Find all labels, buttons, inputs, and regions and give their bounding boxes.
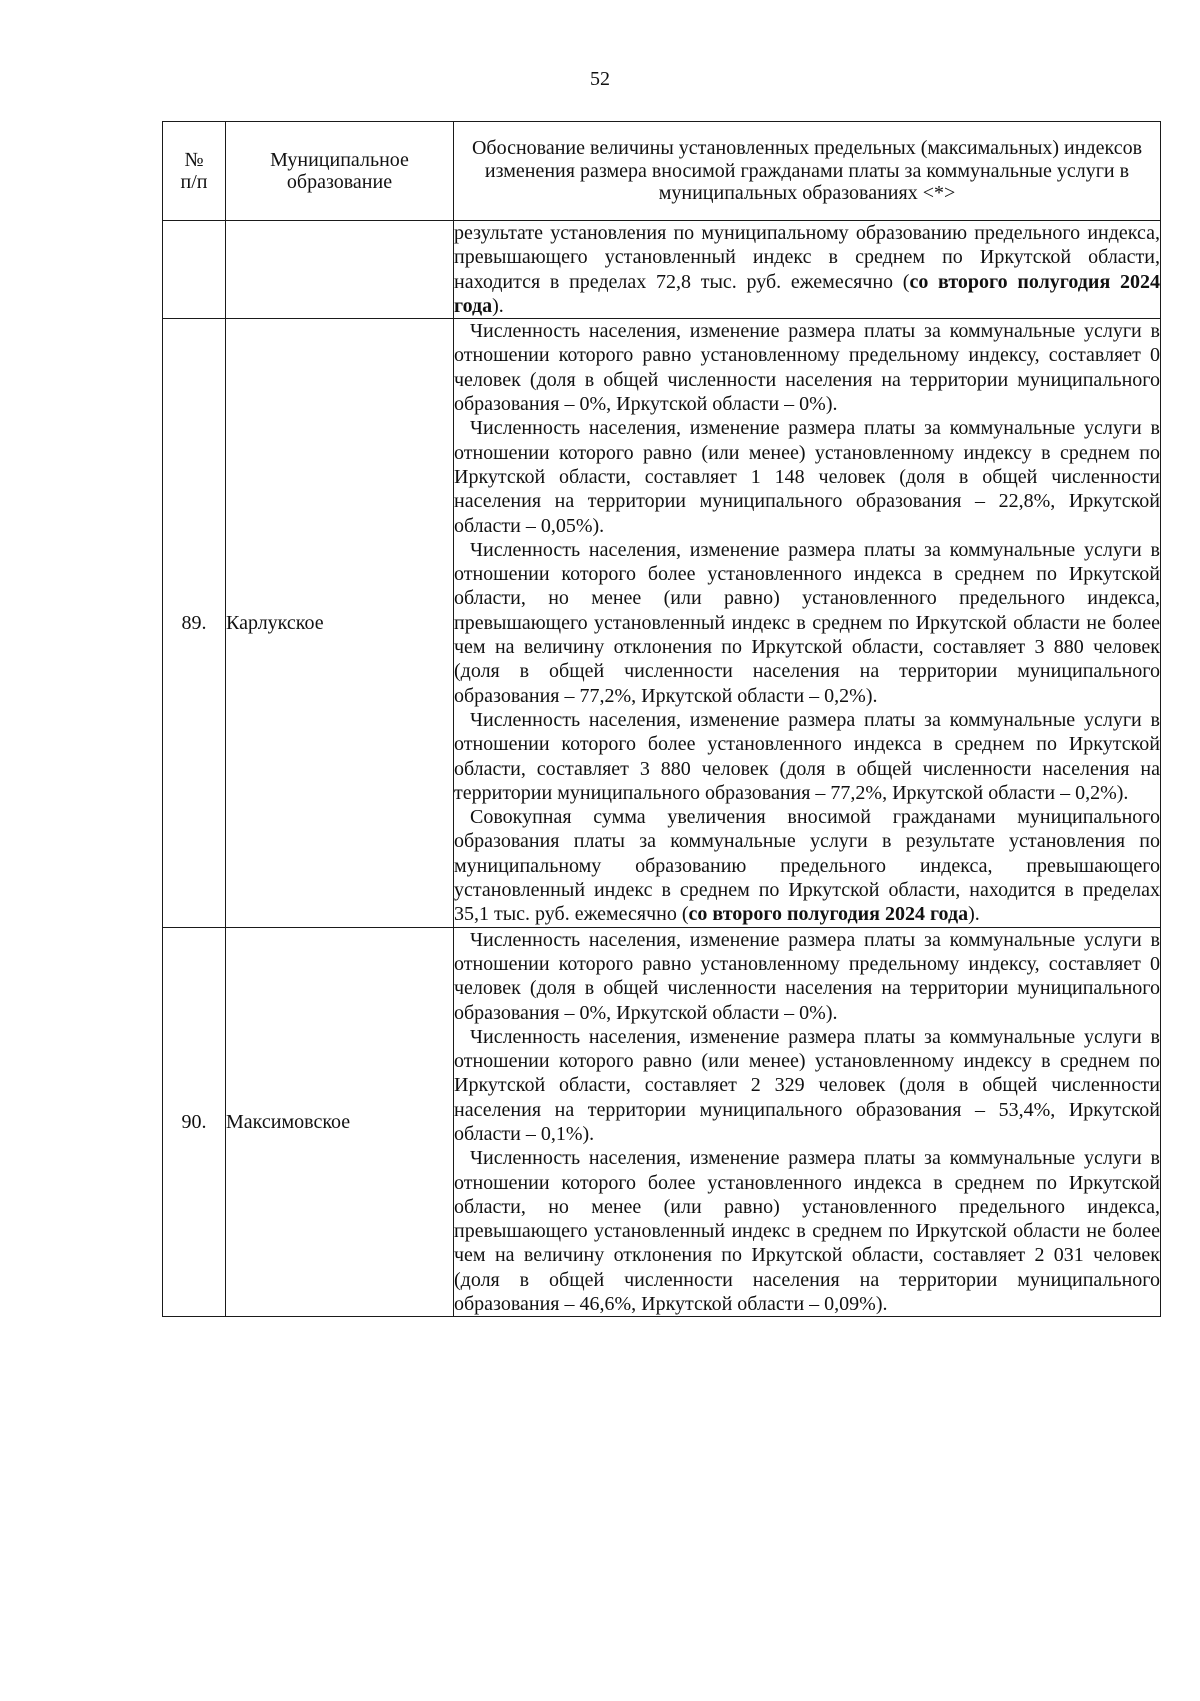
paragraph-text: результате установления по муниципальному образованию предельного индекса, превышающего установленный индекс в среднем по Иркутской области, находится в пределах 72,8 тыс. руб. ежемесячно ( — [454, 222, 1160, 293]
header-number — [163, 122, 226, 221]
row-municipality: Карлукское — [226, 319, 454, 927]
table-header-row — [163, 122, 1161, 221]
row-number: 90. — [163, 927, 226, 1317]
row-justification — [454, 927, 1161, 1317]
header-municipality-line1: Муниципальное — [270, 148, 409, 171]
header-municipality — [226, 122, 454, 221]
paragraph: Численность населения, изменение размера платы за коммунальные услуги в отношении которого более установленного индекса в среднем по Иркутской области, составляет 3 880 человек (доля в общей численности населения на территории муниципального образования – 77,2%, Иркутской области – 0,2%). — [454, 708, 1160, 804]
paragraph: Численность населения, изменение размера платы за коммунальные услуги в отношении которого более установленного индекса в среднем по Иркутской области, но менее (или равно) установленного предельного индекса, превышающего установленный индекс в среднем по Иркутской области не более чем на величину отклонения по Иркутской области, составляет 2 031 человек (доля в общей численности населения на территории муниципального образования – 46,6%, Иркутской области – 0,09%). — [454, 1147, 1160, 1316]
paragraph-text: Совокупная сумма увеличения вносимой гражданами муниципального образования платы за коммунальные услуги в результате установления по муниципальному образованию предельного индекса, превышающего установленный индекс в среднем по Иркутской области, находится в пределах 35,1 тыс. руб. ежемесячно ( — [454, 806, 1160, 926]
row-number — [163, 221, 226, 319]
table-row — [163, 221, 1161, 319]
row-municipality: Максимовское — [226, 927, 454, 1317]
table-row — [163, 927, 1161, 1317]
row-justification — [454, 319, 1161, 927]
justification-table — [162, 121, 1161, 1317]
row-number: 89. — [163, 319, 226, 927]
paragraph: Численность населения, изменение размера платы за коммунальные услуги в отношении которого более установленного индекса в среднем по Иркутской области, но менее (или равно) установленного предельного индекса, превышающего установленный индекс в среднем по Иркутской области не более чем на величину отклонения по Иркутской области, составляет 3 880 человек (доля в общей численности населения на территории муниципального образования – 77,2%, Иркутской области – 0,2%). — [454, 538, 1160, 707]
paragraph-bold-period: со второго полугодия 2024 года — [688, 903, 969, 926]
page-number: 52 — [590, 68, 610, 90]
paragraph: Численность населения, изменение размера платы за коммунальные услуги в отношении которого равно установленному предельному индексу, составляет 0 человек (доля в общей численности населения на территории муниципального образования – 0%, Иркутской области – 0%). — [454, 928, 1160, 1024]
header-number-line1: № — [184, 148, 204, 171]
paragraph-tail: ). — [968, 903, 980, 926]
header-justification: Обоснование величины установленных предельных (максимальных) индексов изменения размера вносимой гражданами платы за коммунальные услуги в муниципальных образованиях <*> — [454, 122, 1161, 221]
header-number-line2: п/п — [180, 171, 208, 193]
row-justification — [454, 221, 1161, 319]
row-municipality — [226, 221, 454, 319]
paragraph: Численность населения, изменение размера платы за коммунальные услуги в отношении которого равно установленному предельному индексу, составляет 0 человек (доля в общей численности населения на территории муниципального образования – 0%, Иркутской области – 0%). — [454, 320, 1160, 416]
header-municipality-line2: образование — [286, 171, 393, 193]
paragraph: Численность населения, изменение размера платы за коммунальные услуги в отношении которого равно (или менее) установленному индексу в среднем по Иркутской области, составляет 2 329 человек (доля в общей численности населения на территории муниципального образования – 53,4%, Иркутской области – 0,1%). — [454, 1025, 1160, 1145]
paragraph — [454, 221, 1160, 318]
paragraph — [454, 805, 1160, 926]
paragraph: Численность населения, изменение размера платы за коммунальные услуги в отношении которого равно (или менее) установленному индексу в среднем по Иркутской области, составляет 1 148 человек (доля в общей численности населения на территории муниципального образования – 22,8%, Иркутской области – 0,05%). — [454, 417, 1160, 537]
paragraph-tail: ). — [492, 294, 504, 317]
table-row — [163, 319, 1161, 927]
paragraph-bold-period: со второго полугодия 2024 года — [454, 270, 1160, 317]
